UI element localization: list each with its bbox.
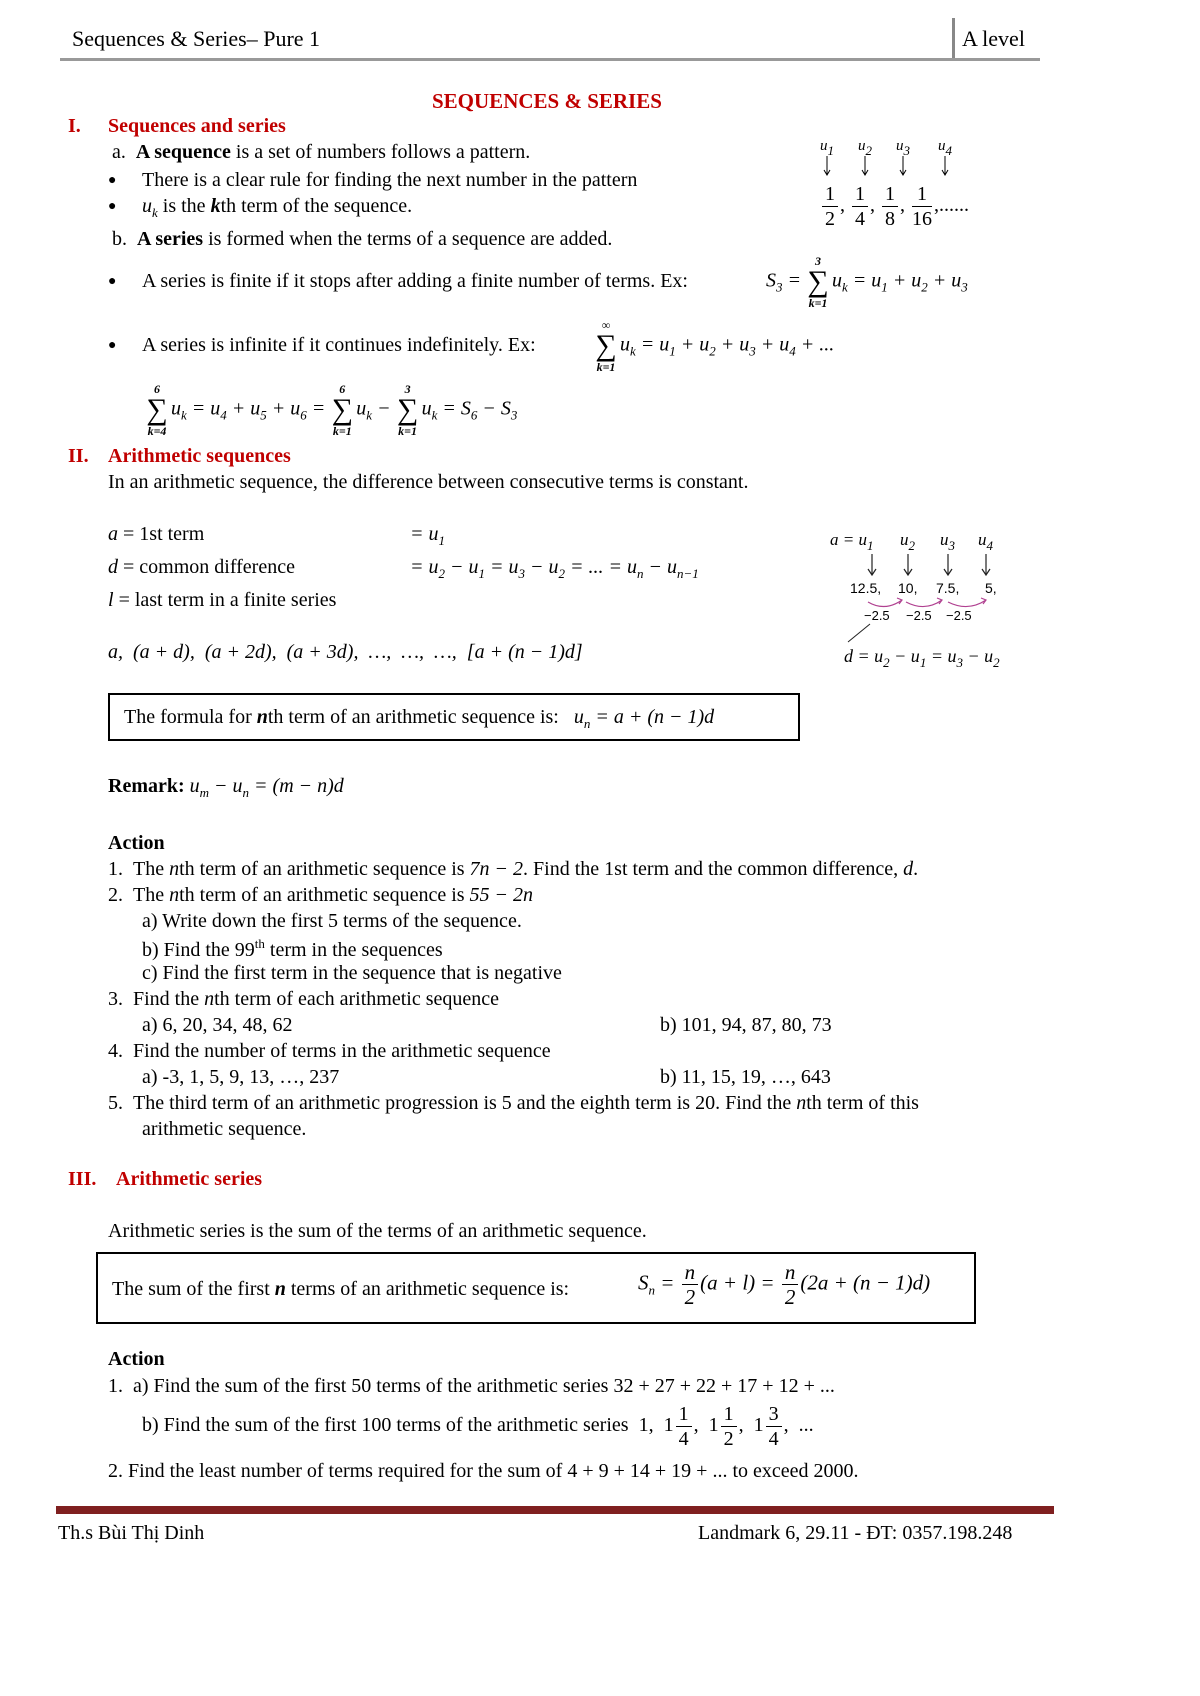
figure-u4: u4: [938, 138, 952, 158]
action-2c: c) Find the first term in the sequence that is negative: [142, 962, 562, 984]
sequence-figure: [820, 138, 1020, 238]
sum-formula: $S_n$ = $\frac{n}{2}$ (a + l) = $\frac{n}{2}$ (2a + (n − 1)d): [638, 1260, 931, 1309]
figure-ar-u3: $u_3$: [940, 530, 955, 553]
action-4a: a) -3, 1, 5, 9, 13, …, 237: [142, 1066, 340, 1088]
bullet-kth-term: ● $u_k$ is the kth term of the sequence.: [142, 195, 412, 221]
footer-rule: [56, 1506, 1054, 1514]
action-item-5-cont: arithmetic sequence.: [142, 1118, 307, 1140]
bullet-infinite-series: ● A series is infinite if it continues indefinitely. Ex:: [142, 334, 536, 357]
header-left: Sequences & Series– Pure 1: [72, 26, 321, 51]
page-title: SEQUENCES & SERIES: [432, 89, 662, 113]
nth-term-formula-box: [108, 693, 800, 741]
section-3-title: Arithmetic series: [116, 1168, 263, 1190]
figure-value-2: 10,: [898, 580, 918, 596]
partial-sum-identity: 6 ∑ k=4 $u_k = u_4 + u_5 + u_6$ = 6 ∑ k=1 $u_k$ − 3 ∑ k=1 $u_k = S_6 - S_3$: [146, 382, 518, 438]
figure-d-formula: $d = u_2 - u_1 = u_3 - u_2$: [844, 646, 1000, 670]
arithmetic-figure: [830, 530, 1030, 670]
figure-fraction-2: $\frac{1}{4}$: [852, 182, 868, 231]
section-2-number: II.: [68, 445, 89, 467]
action-title-2: Action: [108, 1348, 165, 1370]
remark: Remark: $u_m - u_n = (m - n)d$: [108, 775, 344, 800]
nth-term-formula-text: The formula for nth term of an arithmetic sequence is: $u_n = a + (n - 1)d$: [124, 706, 715, 731]
general-terms-list: a, (a + d), (a + 2d), (a + 3d), …, …, …, [a + (n − 1)d]: [108, 641, 583, 663]
arithmetic-intro: In an arithmetic sequence, the difference between consecutive terms is constant.: [108, 471, 749, 493]
action-series-2: 2. Find the least number of terms required for the sum of 4 + 9 + 14 + 19 + ... to exceed 2000.: [108, 1460, 859, 1482]
finite-series-formula: $S_3$ = 3 ∑ k=1 $u_k = u_1 + u_2 + u_3$: [766, 254, 968, 310]
section-3-number: III.: [68, 1168, 97, 1190]
definition-d-value: = $u_2 - u_1 = u_3 - u_2$ = ... = $u_n - u_{n-1}$: [410, 556, 699, 581]
definition-a: a = 1st term: [108, 523, 205, 545]
action-item-4: 4. Find the number of terms in the arithmetic sequence: [108, 1040, 551, 1062]
figure-down-arrows: [820, 156, 960, 178]
action-2a: a) Write down the first 5 terms of the sequence.: [142, 910, 522, 932]
footer-left: Th.s Bùi Thị Dinh: [58, 1522, 205, 1544]
arithmetic-series-intro: Arithmetic series is the sum of the terms of an arithmetic sequence.: [108, 1220, 647, 1242]
definition-a-value: = $u_1$: [410, 523, 445, 548]
action-2b: b) Find the 99th term in the sequences: [142, 936, 443, 961]
header-rule: [60, 58, 1040, 61]
figure-diff-1: −2.5: [864, 608, 890, 623]
definition-d: d = common difference: [108, 556, 295, 578]
header-right: A level: [962, 26, 1025, 51]
sum-formula-box: [96, 1252, 976, 1324]
figure-value-3: 7.5,: [936, 580, 960, 596]
figure-fractions: $\frac{1}{2}$ , $\frac{1}{4}$ , $\frac{1}{8}$ , $\frac{1}{16}$ ,......: [820, 182, 969, 231]
infinite-series-formula: ∞ ∑ k=1 $u_k = u_1 + u_2 + u_3 + u_4$ + ...: [595, 318, 835, 374]
figure-value-4: 5,: [985, 580, 997, 596]
action-series-1b: b) Find the sum of the first 100 terms of the arithmetic series 1, 1 $\frac{1}{4}$ , 1 $\frac{1}{2}$ , 1 $\frac{3}{4}$ , ...: [142, 1403, 814, 1450]
footer-right: Landmark 6, 29.11 - ĐT: 0357.198.248: [698, 1522, 1013, 1544]
action-item-2: 2. The nth term of an arithmetic sequence is 55 − 2n: [108, 884, 534, 906]
action-series-1a: 1. a) Find the sum of the first 50 terms of the arithmetic series 32 + 27 + 22 + 17 + 12 + ...: [108, 1375, 835, 1397]
figure-ar-u2: $u_2$: [900, 530, 915, 553]
figure-value-1: 12.5,: [850, 580, 882, 596]
action-item-5: 5. The third term of an arithmetic progression is 5 and the eighth term is 20. Find the nth term of this: [108, 1092, 919, 1114]
action-3b: b) 101, 94, 87, 80, 73: [660, 1014, 832, 1036]
figure-diff-3: −2.5: [946, 608, 972, 623]
figure-fraction-1: $\frac{1}{2}$: [822, 182, 838, 231]
figure-diff-2: −2.5: [906, 608, 932, 623]
figure-a-eq-u1: $a = u_1$: [830, 530, 874, 553]
figure-fraction-3: $\frac{1}{8}$: [882, 182, 898, 231]
header-divider: [952, 18, 955, 60]
action-item-3: 3. Find the nth term of each arithmetic sequence: [108, 988, 499, 1010]
definition-l: l = last term in a finite series: [108, 589, 337, 611]
figure-ar-arrows: [830, 552, 1010, 578]
figure-u3: u3: [896, 138, 910, 158]
figure-u2: u2: [858, 138, 872, 158]
bullet-finite-series: ● A series is finite if it stops after adding a finite number of terms. Ex:: [142, 270, 688, 293]
section-2-title: Arithmetic sequences: [108, 445, 291, 467]
sequence-definition: a. A sequence is a set of numbers follows a pattern.: [112, 141, 531, 163]
action-3a: a) 6, 20, 34, 48, 62: [142, 1014, 293, 1036]
series-definition: b. A series is formed when the terms of a sequence are added.: [112, 228, 613, 250]
action-item-1: 1. The nth term of an arithmetic sequence is 7n − 2. Find the 1st term and the common difference, d.: [108, 858, 919, 880]
section-1-title: Sequences and series: [108, 115, 286, 137]
sum-formula-text: The sum of the first n terms of an arithmetic sequence is:: [112, 1278, 570, 1300]
bullet-clear-rule: ● There is a clear rule for finding the next number in the pattern: [142, 169, 637, 192]
figure-pointer-line: [840, 622, 880, 644]
figure-ar-u4: $u_4$: [978, 530, 993, 553]
section-1-number: I.: [68, 115, 81, 137]
figure-u1: u1: [820, 138, 834, 158]
action-4b: b) 11, 15, 19, …, 643: [660, 1066, 831, 1088]
action-title-1: Action: [108, 832, 165, 854]
figure-fraction-4: $\frac{1}{16}$: [912, 183, 932, 230]
